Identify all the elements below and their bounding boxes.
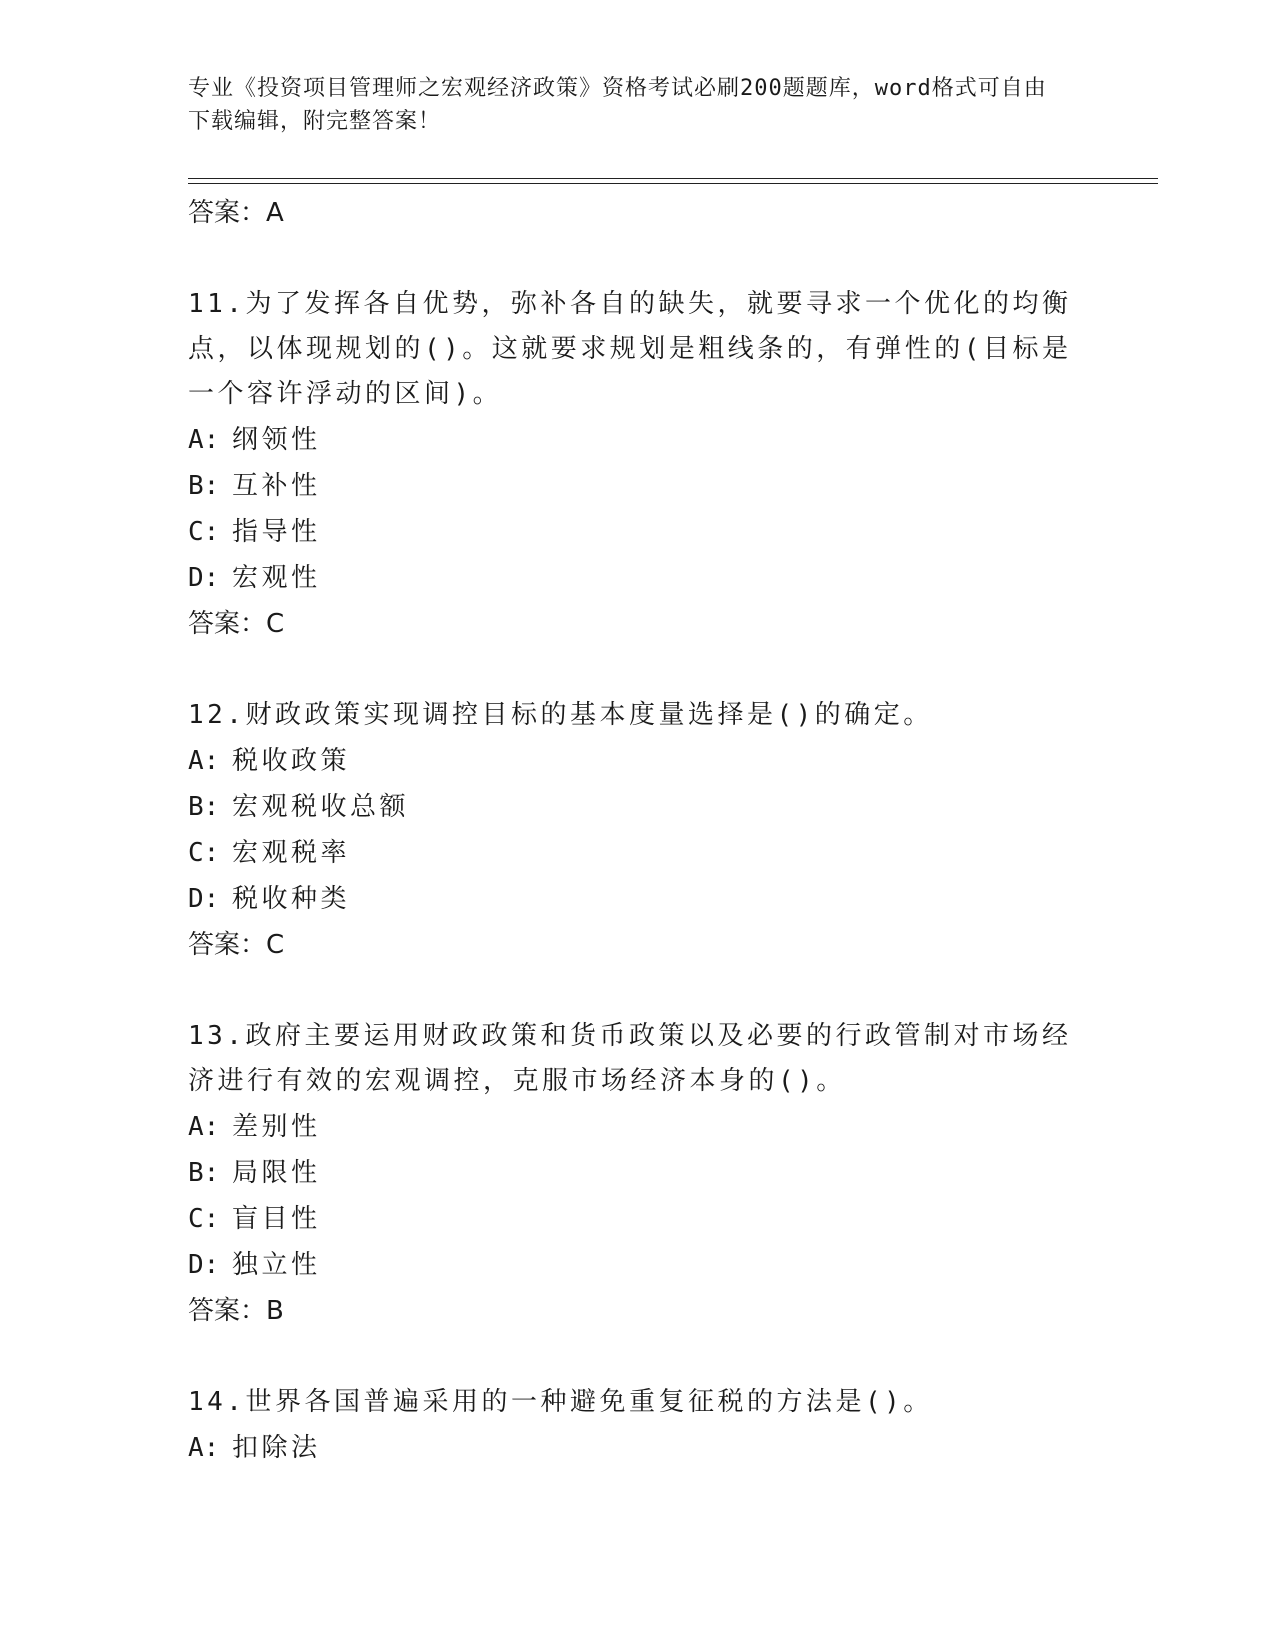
option-text: 差别性 — [232, 1112, 321, 1142]
question-stem: 13.政府主要运用财政政策和货币政策以及必要的行政管制对市场经济进行有效的宏观调控，克服市场经济本身的()。 — [188, 1021, 1072, 1096]
option-text: 宏观税收总额 — [232, 792, 410, 822]
document-body — [188, 190, 1088, 1471]
option-b — [188, 1150, 1088, 1196]
option-text: 盲目性 — [232, 1204, 321, 1234]
option-text: 指导性 — [232, 517, 321, 547]
question-stem: 14.世界各国普遍采用的一种避免重复征税的方法是()。 — [188, 1387, 933, 1417]
question-stem: 12.财政政策实现调控目标的基本度量选择是()的确定。 — [188, 700, 933, 730]
option-text: 宏观税率 — [232, 838, 351, 868]
option-text: 局限性 — [232, 1158, 321, 1188]
option-key: B: — [188, 1158, 220, 1188]
option-key: B: — [188, 471, 220, 501]
option-key: B: — [188, 792, 220, 822]
option-b — [188, 784, 1088, 830]
option-c — [188, 830, 1088, 876]
option-d — [188, 876, 1088, 922]
option-a — [188, 417, 1088, 463]
question-item — [188, 1014, 1088, 1334]
option-key: A: — [188, 1433, 220, 1463]
option-a — [188, 738, 1088, 784]
option-key: C: — [188, 838, 220, 868]
question-item — [188, 1380, 1088, 1471]
answer-line: 答案：C — [188, 930, 285, 960]
page-header: 专业《投资项目管理师之宏观经济政策》资格考试必刷200题题库，word格式可自由下载编辑，附完整答案！ — [188, 76, 1047, 134]
option-key: C: — [188, 517, 220, 547]
question-stem: 11.为了发挥各自优势，弥补各自的缺失，就要寻求一个优化的均衡点，以体现规划的()。这就要求规划是粗线条的，有弹性的(目标是一个容许浮动的区间)。 — [188, 289, 1072, 409]
option-d — [188, 555, 1088, 601]
option-key: A: — [188, 1112, 220, 1142]
answer-line: 答案：C — [188, 609, 285, 639]
question-item — [188, 282, 1088, 647]
option-key: A: — [188, 746, 220, 776]
answer-line: 答案：B — [188, 1296, 284, 1326]
option-c — [188, 509, 1088, 555]
header-rule-secondary — [188, 183, 1158, 184]
option-text: 宏观性 — [232, 563, 321, 593]
option-key: D: — [188, 1250, 220, 1280]
option-a — [188, 1425, 1088, 1471]
option-c — [188, 1196, 1088, 1242]
option-a — [188, 1104, 1088, 1150]
question-item — [188, 693, 1088, 968]
option-text: 扣除法 — [232, 1433, 321, 1463]
option-b — [188, 463, 1088, 509]
option-key: A: — [188, 425, 220, 455]
option-text: 税收政策 — [232, 746, 351, 776]
option-text: 互补性 — [232, 471, 321, 501]
option-text: 税收种类 — [232, 884, 351, 914]
option-key: D: — [188, 884, 220, 914]
header-rule — [188, 178, 1158, 179]
answer-line: 答案：A — [188, 198, 284, 228]
option-key: C: — [188, 1204, 220, 1234]
option-d — [188, 1242, 1088, 1288]
option-text: 独立性 — [232, 1250, 321, 1280]
option-key: D: — [188, 563, 220, 593]
option-text: 纲领性 — [232, 425, 321, 455]
